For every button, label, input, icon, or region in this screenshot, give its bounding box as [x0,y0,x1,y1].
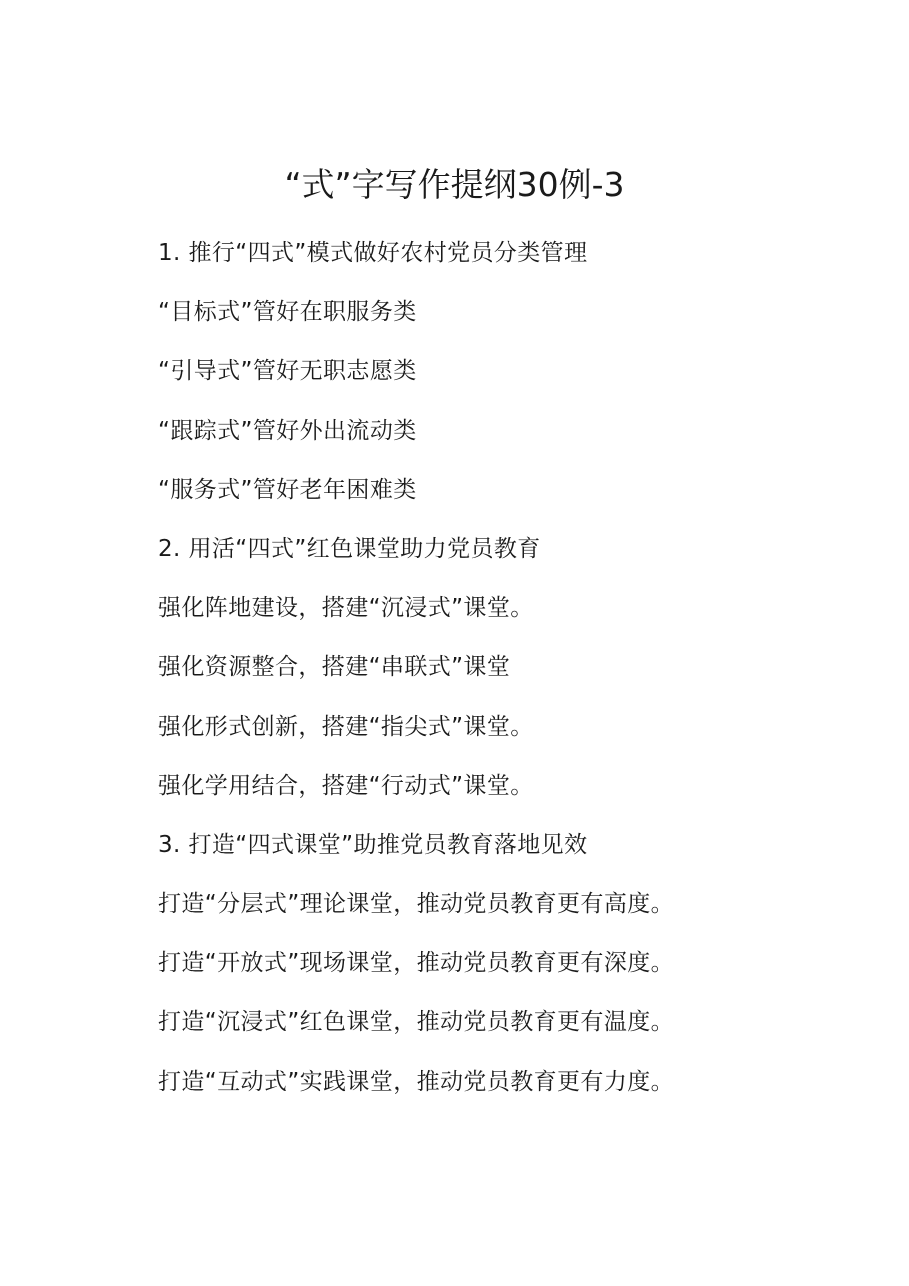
outline-item: “服务式”管好老年困难类 [158,476,417,503]
section-heading-2: 2. 用活“四式”红色课堂助力党员教育 [158,535,541,562]
outline-item: 强化阵地建设，搭建“沉浸式”课堂。 [158,595,534,622]
outline-item: “引导式”管好无职志愿类 [158,358,417,385]
outline-item: “跟踪式”管好外出流动类 [158,417,417,444]
section-heading-1: 1. 推行“四式”模式做好农村党员分类管理 [158,240,588,266]
outline-item: 打造“分层式”理论课堂，推动党员教育更有高度。 [158,891,675,918]
outline-item: 打造“开放式”现场课堂，推动党员教育更有深度。 [158,950,675,977]
outline-item: 强化学用结合，搭建“行动式”课堂。 [158,772,534,799]
outline-item: 打造“沉浸式”红色课堂，推动党员教育更有温度。 [158,1009,675,1036]
outline-item: 强化资源整合，搭建“串联式”课堂 [158,654,511,681]
section-heading-3: 3. 打造“四式课堂”助推党员教育落地见效 [158,831,588,858]
outline-item: 强化形式创新，搭建“指尖式”课堂。 [158,713,534,740]
outline-item: 打造“互动式”实践课堂，推动党员教育更有力度。 [158,1068,675,1095]
outline-list [158,230,858,1118]
document-title: “式”字写作提纲30例-3 [284,165,625,204]
outline-item: “目标式”管好在职服务类 [158,299,417,326]
